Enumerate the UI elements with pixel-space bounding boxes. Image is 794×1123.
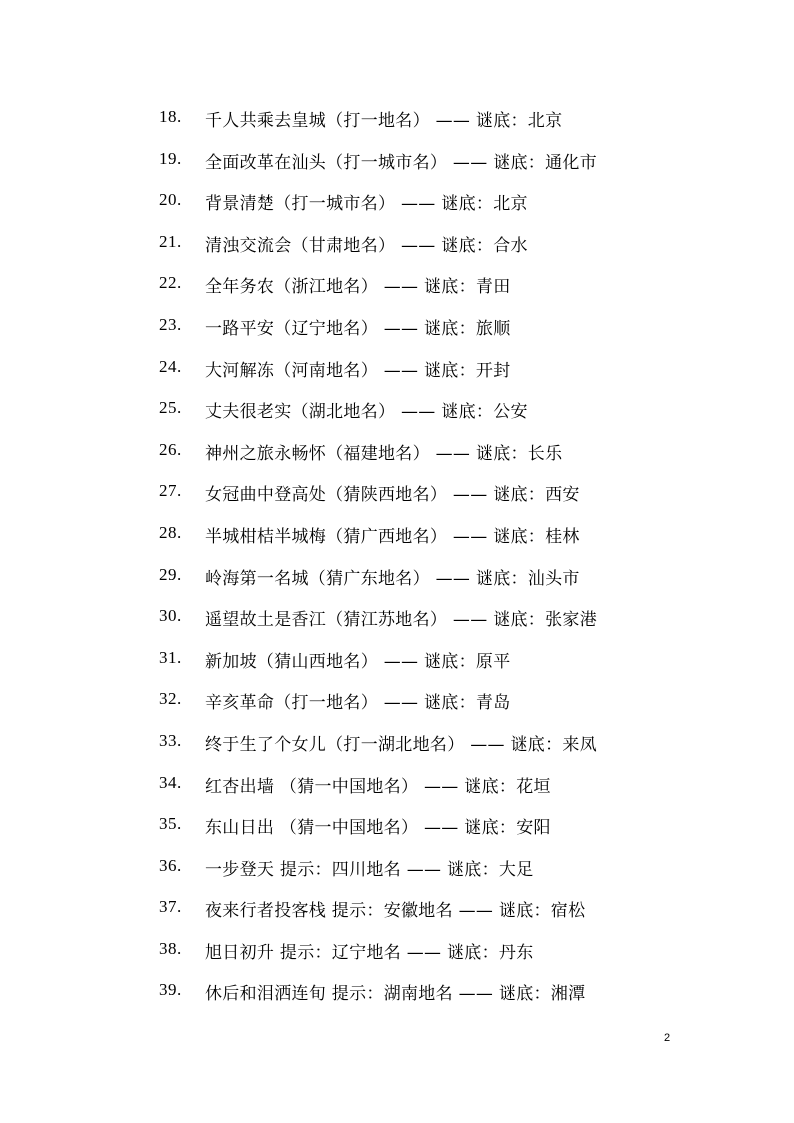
item-text: 红杏出墙 （猜一中国地名） —— 谜底：花垣 — [205, 776, 551, 797]
item-text: 全年务农（浙江地名） —— 谜底：青田 — [205, 277, 511, 298]
item-number: 24. — [159, 356, 182, 376]
item-number: 20. — [159, 190, 182, 210]
list-item — [0, 891, 794, 933]
item-number: 34. — [159, 772, 182, 792]
list-item — [0, 683, 794, 725]
list-item — [0, 392, 794, 434]
item-text: 半城柑桔半城梅（猜广西地名） —— 谜底：桂林 — [205, 526, 580, 547]
item-text: 神州之旅永畅怀（福建地名） —— 谜底：长乐 — [205, 443, 563, 464]
list-item — [0, 226, 794, 268]
item-text: 夜来行者投客栈 提示：安徽地名 —— 谜底：宿松 — [205, 901, 586, 922]
item-number: 28. — [159, 522, 182, 542]
item-number: 31. — [159, 647, 182, 667]
item-number: 38. — [159, 938, 182, 958]
item-text: 背景清楚（打一城市名） —— 谜底：北京 — [205, 194, 528, 215]
item-text: 全面改革在汕头（打一城市名） —— 谜底：通化市 — [205, 152, 598, 173]
item-text: 丈夫很老实（湖北地名） —— 谜底：公安 — [205, 402, 528, 423]
item-number: 36. — [159, 855, 182, 875]
item-text: 一步登天 提示：四川地名 —— 谜底：大足 — [205, 859, 534, 880]
list-item — [0, 600, 794, 642]
page-number: 2 — [664, 1032, 671, 1044]
item-text: 大河解冻（河南地名） —— 谜底：开封 — [205, 360, 511, 381]
item-text: 清浊交流会（甘肃地名） —— 谜底：合水 — [205, 235, 528, 256]
list-item — [0, 725, 794, 767]
list-item — [0, 974, 794, 1016]
list-item — [0, 517, 794, 559]
item-number: 19. — [159, 148, 182, 168]
item-text: 一路平安（辽宁地名） —— 谜底：旅顺 — [205, 318, 511, 339]
list-item — [0, 850, 794, 892]
list-item — [0, 309, 794, 351]
item-number: 32. — [159, 689, 182, 709]
list-item — [0, 808, 794, 850]
riddle-list — [0, 101, 794, 1016]
item-number: 25. — [159, 398, 182, 418]
item-number: 35. — [159, 814, 182, 834]
list-item — [0, 933, 794, 975]
item-number: 39. — [159, 980, 182, 1000]
item-text: 新加坡（猜山西地名） —— 谜底：原平 — [205, 651, 511, 672]
list-item — [0, 267, 794, 309]
item-text: 终于生了个女儿（打一湖北地名） —— 谜底：来凤 — [205, 734, 598, 755]
item-number: 22. — [159, 273, 182, 293]
list-item — [0, 767, 794, 809]
item-text: 辛亥革命（打一地名） —— 谜底：青岛 — [205, 693, 511, 714]
list-item — [0, 475, 794, 517]
list-item — [0, 559, 794, 601]
item-number: 23. — [159, 314, 182, 334]
item-text: 遥望故土是香江（猜江苏地名） —— 谜底：张家港 — [205, 610, 598, 631]
list-item — [0, 101, 794, 143]
item-text: 岭海第一名城（猜广东地名） —— 谜底：汕头市 — [205, 568, 580, 589]
item-number: 29. — [159, 564, 182, 584]
list-item — [0, 184, 794, 226]
list-item — [0, 351, 794, 393]
item-number: 21. — [159, 231, 182, 251]
item-number: 30. — [159, 606, 182, 626]
item-number: 26. — [159, 439, 182, 459]
item-text: 旭日初升 提示：辽宁地名 —— 谜底：丹东 — [205, 942, 534, 963]
list-item — [0, 642, 794, 684]
item-text: 女冠曲中登高处（猜陕西地名） —— 谜底：西安 — [205, 485, 580, 506]
item-text: 千人共乘去皇城（打一地名） —— 谜底：北京 — [205, 111, 563, 131]
list-item — [0, 434, 794, 476]
item-text: 东山日出 （猜一中国地名） —— 谜底：安阳 — [205, 818, 551, 839]
item-number: 33. — [159, 730, 182, 750]
item-number: 18. — [159, 107, 182, 126]
item-number: 27. — [159, 481, 182, 501]
item-number: 37. — [159, 897, 182, 917]
list-item — [0, 143, 794, 185]
item-text: 休后和泪洒连旬 提示：湖南地名 —— 谜底：湘潭 — [205, 984, 586, 1005]
